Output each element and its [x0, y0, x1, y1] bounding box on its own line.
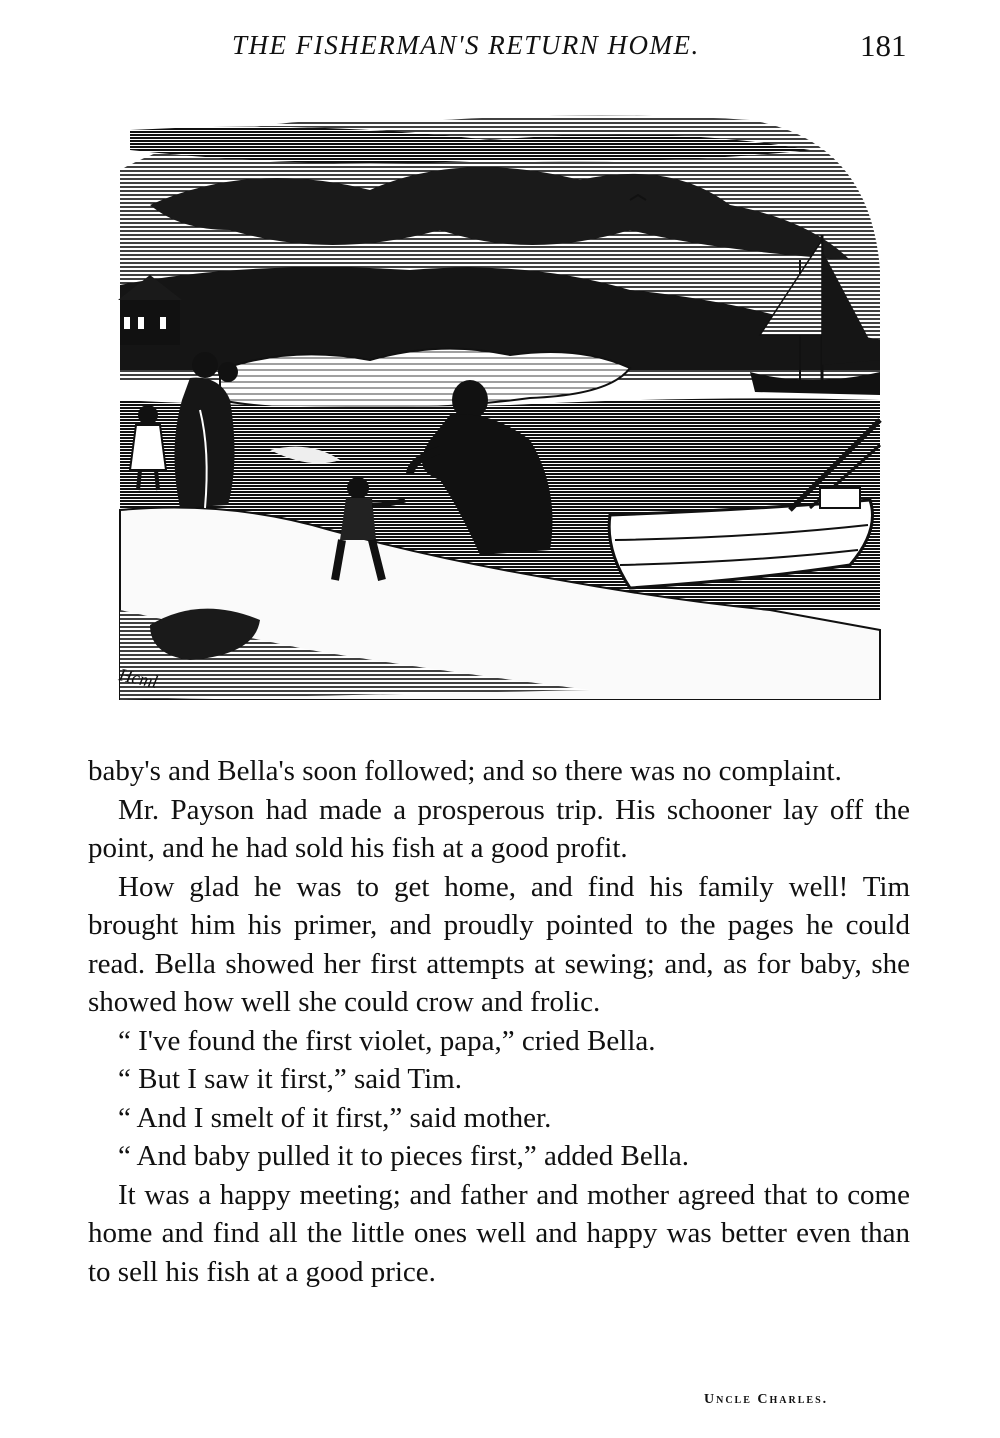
dialogue-tim: “ But I saw it first,” said Tim.	[118, 1063, 462, 1095]
page-number: 181	[860, 28, 907, 63]
dialogue-bella-baby: “ And baby pulled it to pieces first,” added Bella.	[118, 1140, 689, 1172]
page-header	[0, 28, 1000, 68]
body-text	[88, 752, 910, 1291]
author-signature: Uncle Charles.	[704, 1392, 829, 1407]
engraver-signature: Hcml	[117, 664, 160, 693]
paragraph-happy-meeting: It was a happy meeting; and father and mother agreed that to come home and find all the little ones well and happy was better even than to sell his fish at a good price.	[88, 1178, 910, 1288]
rocky-point	[220, 349, 630, 409]
engraving-illustration	[110, 110, 890, 700]
paragraph-glad-to-get-home: How glad he was to get home, and find his family well! Tim brought him his primer, and proudly pointed to the pages he could read. Bella showed her first attempts at sewing; and, as for baby, she showed how well she could crow and frolic.	[88, 870, 910, 1018]
paragraph-continuation: baby's and Bella's soon followed; and so there was no complaint.	[88, 755, 842, 787]
engraving-svg	[110, 110, 890, 700]
dialogue-mother: “ And I smelt of it first,” said mother.	[118, 1101, 552, 1134]
running-title: THE FISHERMAN'S RETURN HOME.	[232, 30, 700, 60]
dialogue-bella-violet: “ I've found the first violet, papa,” cried Bella.	[118, 1024, 656, 1057]
paragraph-prosperous-trip: Mr. Payson had made a prosperous trip. His schooner lay off the point, and he had sold his fish at a good profit.	[88, 793, 910, 864]
